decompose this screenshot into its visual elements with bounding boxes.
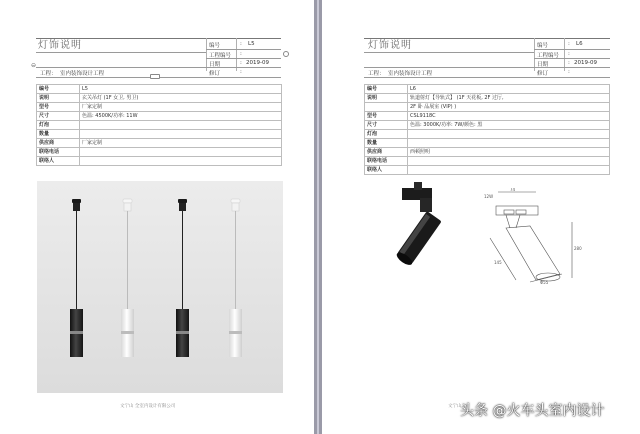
spec-row bbox=[365, 85, 610, 94]
spec-label: 联络电话 bbox=[37, 148, 80, 157]
spec-table bbox=[36, 84, 282, 166]
project-value: 室内装饰设计工程 bbox=[388, 71, 433, 77]
header-rule bbox=[364, 52, 534, 53]
collapse-marker[interactable]: ⊖ bbox=[31, 62, 37, 69]
header-prefix: : bbox=[568, 51, 570, 57]
spec-row bbox=[365, 94, 610, 103]
header-label: 编号 bbox=[537, 43, 549, 49]
header-rule bbox=[206, 49, 281, 50]
spec-value bbox=[80, 121, 282, 130]
project-label: 工程： bbox=[40, 71, 57, 77]
header-prefix: : bbox=[240, 41, 242, 47]
dim-bottom-label: Φ55 bbox=[540, 280, 549, 284]
spec-value bbox=[408, 139, 610, 148]
page-divider bbox=[317, 0, 319, 434]
header-value: 2019-09 bbox=[574, 60, 597, 66]
spec-value: 玄关吊灯 (1F 女卫, 男卫) bbox=[80, 94, 282, 103]
spec-row bbox=[37, 112, 282, 121]
header-rule bbox=[534, 58, 610, 59]
header-rule bbox=[36, 52, 206, 53]
spec-row bbox=[365, 148, 610, 157]
spec-value bbox=[408, 130, 610, 139]
spec-label: 供应商 bbox=[37, 139, 80, 148]
dim-mid-label: 145 bbox=[494, 260, 502, 265]
spec-value: CSL9118C bbox=[408, 112, 610, 121]
spec-value bbox=[80, 148, 282, 157]
dim-left-label: 12W bbox=[484, 194, 494, 199]
project-value: 室内装饰设计工程 bbox=[60, 71, 105, 77]
company-footer: 文宁山 全室内设计有限公司 bbox=[120, 404, 176, 409]
spec-label: 尺寸 bbox=[365, 121, 408, 130]
spec-label: 灯泡 bbox=[365, 130, 408, 139]
spec-value bbox=[80, 130, 282, 139]
header-prefix: : bbox=[568, 69, 570, 75]
spec-row bbox=[365, 166, 610, 175]
header-prefix: : bbox=[240, 60, 242, 66]
sheet-title: 灯饰说明 bbox=[368, 40, 412, 51]
spec-row bbox=[365, 139, 610, 148]
spec-row bbox=[37, 121, 282, 130]
header-label: 修订 bbox=[209, 71, 221, 77]
spec-label: 说明 bbox=[37, 94, 80, 103]
header-prefix: : bbox=[568, 60, 570, 66]
spec-label bbox=[365, 103, 408, 112]
product-photo bbox=[37, 181, 283, 393]
document-page-right[interactable] bbox=[322, 0, 640, 434]
dimension-drawing bbox=[480, 188, 590, 284]
header-label: 编号 bbox=[209, 43, 221, 49]
spec-row bbox=[365, 157, 610, 166]
spec-value: 厂家定制 bbox=[80, 139, 282, 148]
header-prefix: : bbox=[240, 51, 242, 57]
header-rule bbox=[36, 67, 281, 68]
spec-table bbox=[364, 84, 610, 175]
spec-label: 数量 bbox=[37, 130, 80, 139]
spec-value bbox=[80, 157, 282, 166]
spec-label: 供应商 bbox=[365, 148, 408, 157]
spec-value: L5 bbox=[80, 85, 282, 94]
spec-row bbox=[37, 94, 282, 103]
project-label: 工程： bbox=[368, 71, 385, 77]
header-rule bbox=[364, 38, 610, 39]
track-light-photo bbox=[382, 182, 462, 282]
header-value: 2019-09 bbox=[246, 60, 269, 66]
spec-row bbox=[37, 85, 282, 94]
spec-row bbox=[365, 103, 610, 112]
company-footer: 文宁山 bbox=[448, 404, 462, 409]
header-rule bbox=[206, 58, 281, 59]
spec-row bbox=[365, 130, 610, 139]
header-value: L6 bbox=[576, 41, 583, 47]
spec-label: 联络电话 bbox=[365, 157, 408, 166]
spec-label: 编号 bbox=[37, 85, 80, 94]
spec-label: 联络人 bbox=[37, 157, 80, 166]
spec-row bbox=[365, 121, 610, 130]
header-label: 日期 bbox=[537, 62, 549, 68]
header-prefix: : bbox=[568, 41, 570, 47]
spec-label: 尺寸 bbox=[37, 112, 80, 121]
spec-row bbox=[37, 130, 282, 139]
spec-label: 灯泡 bbox=[37, 121, 80, 130]
spec-row bbox=[37, 157, 282, 166]
spec-value bbox=[408, 166, 610, 175]
header-label: 工程编号 bbox=[537, 53, 560, 59]
spec-value: 厂家定制 bbox=[80, 103, 282, 112]
header-rule bbox=[534, 49, 610, 50]
document-page-left[interactable] bbox=[0, 0, 314, 434]
spec-label: 型号 bbox=[37, 103, 80, 112]
resize-handle[interactable] bbox=[150, 74, 160, 79]
spec-row bbox=[37, 103, 282, 112]
dim-right-label: 280 bbox=[574, 246, 582, 251]
spec-value: 西顿照明 bbox=[408, 148, 610, 157]
header-label: 修订 bbox=[537, 71, 549, 77]
header-value: L5 bbox=[248, 41, 255, 47]
spec-row bbox=[37, 148, 282, 157]
header-rule bbox=[364, 77, 610, 78]
header-label: 日期 bbox=[209, 62, 221, 68]
spec-value: 色温: 3000K/功率: 7W/颜色: 黑 bbox=[408, 121, 610, 130]
spec-value: 色温: 4500K/功率: 11W bbox=[80, 112, 282, 121]
spec-label: 编号 bbox=[365, 85, 408, 94]
header-prefix: : bbox=[240, 69, 242, 75]
spec-row bbox=[365, 112, 610, 121]
spec-label: 说明 bbox=[365, 94, 408, 103]
spec-value bbox=[408, 157, 610, 166]
spec-row bbox=[37, 139, 282, 148]
spec-value: L6 bbox=[408, 85, 610, 94]
pendant-lamps-image bbox=[37, 181, 283, 393]
spec-label: 联络人 bbox=[365, 166, 408, 175]
header-label: 工程编号 bbox=[209, 53, 232, 59]
spec-value: 2F 卧 品展室 (VIP) ) bbox=[408, 103, 610, 112]
spec-value: 轨道射灯【导轨式】 (1F 天花板, 2F 过厅, bbox=[408, 94, 610, 103]
spec-label: 型号 bbox=[365, 112, 408, 121]
watermark: 头条 @火车头室内设计 bbox=[460, 403, 605, 419]
header-rule bbox=[364, 67, 610, 68]
header-rule bbox=[36, 38, 281, 39]
dim-top-label: 74 bbox=[510, 188, 516, 192]
sheet-title: 灯饰说明 bbox=[38, 40, 82, 51]
resize-handle[interactable] bbox=[283, 51, 289, 57]
spec-label: 数量 bbox=[365, 139, 408, 148]
